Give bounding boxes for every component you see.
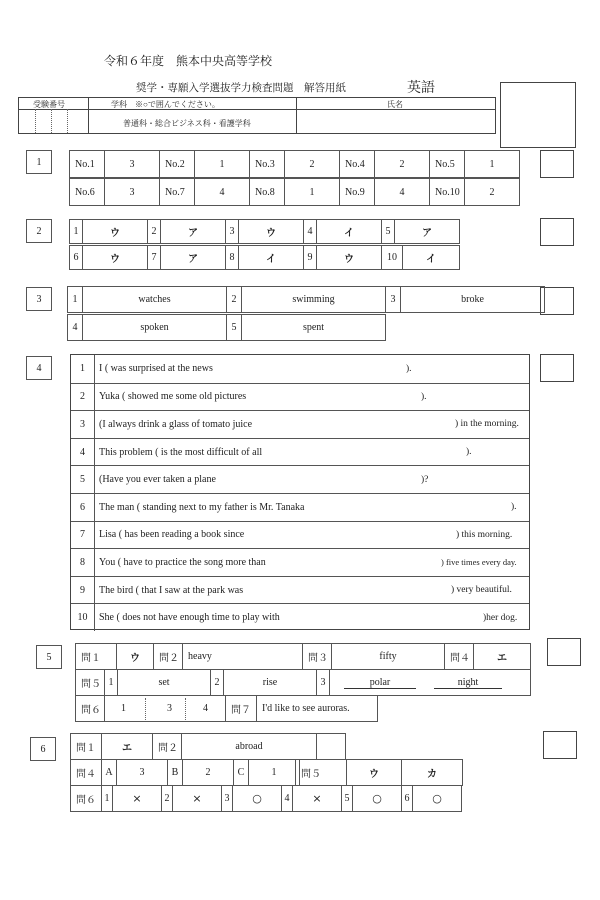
- q2-answer[interactable]: ア: [160, 219, 226, 244]
- q5-m7-answer[interactable]: I'd like to see auroras.: [256, 695, 378, 722]
- q4-row-ending: ) five times every day.: [441, 557, 517, 568]
- q4-row-number: 8: [71, 549, 95, 576]
- q5-m6-answer-1: 1: [121, 703, 126, 714]
- q4-row-number: 9: [71, 577, 95, 604]
- q6-m6-answer[interactable]: ×: [112, 785, 162, 812]
- q3-answer[interactable]: spoken: [82, 314, 227, 341]
- q3-label: 2: [226, 286, 242, 313]
- q4-row: [71, 603, 529, 631]
- q6-number: 6: [30, 737, 56, 761]
- q6-m5-answer-1[interactable]: ウ: [346, 759, 402, 786]
- q1-answer[interactable]: 4: [194, 178, 250, 206]
- q4-row-ending: ) very beautiful.: [451, 585, 512, 596]
- exam-number-field[interactable]: [19, 98, 89, 133]
- q4-row-ending: )?: [421, 474, 429, 485]
- q4-row-number: 6: [71, 494, 95, 521]
- q5-m4-answer[interactable]: エ: [473, 643, 531, 670]
- exam-number-label: 受験番号: [33, 100, 65, 109]
- q1-label: No.10: [429, 178, 465, 206]
- q5-m5-answer-2[interactable]: rise: [223, 669, 317, 696]
- q6-m5-answer-2[interactable]: カ: [401, 759, 463, 786]
- q3-answer[interactable]: swimming: [241, 286, 386, 313]
- q4-row-answer[interactable]: (Have you ever taken a plane: [99, 474, 216, 486]
- q4-row-answer[interactable]: The bird ( that I saw at the park was: [99, 584, 244, 596]
- q4-row: [71, 438, 529, 466]
- q1-label: No.7: [159, 178, 195, 206]
- q5-m4-label: 問４: [444, 643, 474, 670]
- q4-number: 4: [26, 356, 52, 380]
- q6-m5-label: 問５: [295, 759, 347, 786]
- q6-m6-answer[interactable]: ○: [412, 785, 462, 812]
- q4-row-answer[interactable]: Yuka ( showed me some old pictures: [99, 391, 247, 403]
- q1-answer[interactable]: 4: [374, 178, 430, 206]
- q6-m4-label: C: [233, 759, 249, 786]
- school-year-title: 令和６年度 熊本中央高等学校: [104, 54, 273, 68]
- q2-label: 5: [381, 219, 395, 244]
- q4-row-number: 3: [71, 411, 95, 438]
- q4-row-number: 4: [71, 439, 95, 466]
- q3-answer[interactable]: spent: [241, 314, 386, 341]
- q4-answer-table: [70, 354, 530, 630]
- q5-m5-answer-3[interactable]: [329, 669, 531, 696]
- q4-row-number: 2: [71, 384, 95, 411]
- q2-answer[interactable]: イ: [402, 245, 460, 270]
- q6-m4-answer[interactable]: 3: [116, 759, 168, 786]
- q2-label: 7: [147, 245, 161, 270]
- q2-number: 2: [26, 219, 52, 243]
- q6-m6-answer[interactable]: ○: [232, 785, 282, 812]
- name-label: 氏名: [387, 100, 403, 109]
- q5-m6-answer-2: 3: [167, 703, 172, 714]
- q1-answer[interactable]: 2: [374, 150, 430, 178]
- q3-label: 5: [226, 314, 242, 341]
- q4-row-answer[interactable]: You ( have to practice the song more than: [99, 556, 266, 568]
- q6-m6-label: 4: [281, 785, 293, 812]
- q2-answer[interactable]: ウ: [82, 245, 148, 270]
- q3-score-box: [540, 287, 574, 315]
- q2-answer[interactable]: ウ: [316, 245, 382, 270]
- q4-row-ending: ).: [511, 502, 517, 513]
- q6-m2-tail: [316, 733, 346, 760]
- q2-answer[interactable]: ウ: [238, 219, 304, 244]
- q1-answer[interactable]: 1: [464, 150, 520, 178]
- q2-label: 6: [69, 245, 83, 270]
- q4-row-number: 7: [71, 522, 95, 549]
- q4-row-ending: ) this morning.: [456, 529, 513, 540]
- q2-label: 2: [147, 219, 161, 244]
- q1-number: 1: [26, 150, 52, 174]
- q5-m1-label: 問１: [75, 643, 117, 670]
- q1-answer[interactable]: 2: [464, 178, 520, 206]
- q4-row-answer[interactable]: Lisa ( has been reading a book since: [99, 529, 245, 541]
- q4-row-answer[interactable]: (I always drink a glass of tomato juice: [99, 418, 253, 430]
- q5-m7-label: 問７: [225, 695, 257, 722]
- q5-m5-num-2: 2: [210, 669, 224, 696]
- q4-row: [71, 355, 529, 383]
- q1-label: No.3: [249, 150, 285, 178]
- department-options: 普通科・総合ビジネス科・看護学科: [123, 119, 251, 128]
- q4-row-number: 5: [71, 466, 95, 493]
- q6-m1-answer[interactable]: エ: [101, 733, 153, 760]
- q4-row: [71, 493, 529, 521]
- q5-m3-label: 問３: [302, 643, 332, 670]
- q1-answer[interactable]: 3: [104, 150, 160, 178]
- q4-row-number: 10: [71, 604, 95, 631]
- q2-label: 9: [303, 245, 317, 270]
- q1-label: No.8: [249, 178, 285, 206]
- q4-row: [71, 465, 529, 493]
- q5-m5-label: 問５: [75, 669, 105, 696]
- q2-label: 4: [303, 219, 317, 244]
- q6-m4-answer[interactable]: 2: [182, 759, 234, 786]
- q4-row: [71, 383, 529, 411]
- q4-row-ending: ).: [421, 391, 427, 402]
- q5-m6-label: 問６: [75, 695, 105, 722]
- q6-m6-label: 5: [341, 785, 353, 812]
- q6-m6-answer[interactable]: ○: [352, 785, 402, 812]
- q2-answer[interactable]: ア: [394, 219, 460, 244]
- q6-m4-answer[interactable]: 1: [248, 759, 300, 786]
- q1-label: No.5: [429, 150, 465, 178]
- q6-score-box: [543, 731, 577, 759]
- q5-m5-answer-1[interactable]: set: [117, 669, 211, 696]
- q4-score-box: [540, 354, 574, 382]
- q1-label: No.4: [339, 150, 375, 178]
- q5-number: 5: [36, 645, 62, 669]
- score-total-box: [500, 82, 576, 148]
- subject-title: 英語: [407, 81, 435, 96]
- q2-answer[interactable]: イ: [316, 219, 382, 244]
- q1-answer[interactable]: 2: [284, 150, 340, 178]
- q4-row-answer[interactable]: She ( does not have enough time to play with: [99, 612, 280, 624]
- name-field[interactable]: [297, 98, 496, 133]
- exam-title: 奨学・専願入学選抜学力検査問題 解答用紙: [136, 83, 346, 94]
- q6-m6-label: 3: [221, 785, 233, 812]
- q5-m6-answer-3: 4: [203, 703, 208, 714]
- q5-m3-answer[interactable]: fifty: [331, 643, 445, 670]
- q5-m2-answer[interactable]: heavy: [182, 643, 303, 670]
- q3-answer[interactable]: watches: [82, 286, 227, 313]
- q1-label: No.2: [159, 150, 195, 178]
- q2-label: 3: [225, 219, 239, 244]
- q4-row: [71, 410, 529, 438]
- q5-m5-answer-3-night: night: [434, 677, 502, 689]
- q6-m4-label: B: [167, 759, 183, 786]
- q6-m6-label: 1: [101, 785, 113, 812]
- q6-m4-label: A: [101, 759, 117, 786]
- q6-m1-label: 問１: [70, 733, 102, 760]
- q3-label: 4: [67, 314, 83, 341]
- q1-label: No.9: [339, 178, 375, 206]
- q1-answer[interactable]: 1: [194, 150, 250, 178]
- q6-m6-answer[interactable]: ×: [292, 785, 342, 812]
- q4-row-answer[interactable]: This problem ( is the most difficult of all: [99, 446, 263, 458]
- q5-m5-num-3: 3: [316, 669, 330, 696]
- q2-score-box: [540, 218, 574, 246]
- q4-row-number: 1: [71, 355, 95, 383]
- q1-score-box: [540, 150, 574, 178]
- department-label: 学科 ※○で囲んでください。: [111, 100, 220, 109]
- q6-m6-answer[interactable]: ×: [172, 785, 222, 812]
- q5-m6-answer[interactable]: [104, 695, 226, 722]
- q2-answer[interactable]: ウ: [82, 219, 148, 244]
- q3-answer[interactable]: broke: [400, 286, 545, 313]
- q4-row-answer[interactable]: The man ( standing next to my father is Mr. Tanaka: [99, 501, 305, 513]
- q4-row-ending: ).: [406, 363, 412, 374]
- department-field[interactable]: [89, 98, 297, 133]
- q5-m1-answer[interactable]: ウ: [116, 643, 154, 670]
- q3-number: 3: [26, 287, 52, 311]
- q6-m6-label: 問６: [70, 785, 102, 812]
- q2-answer[interactable]: ア: [160, 245, 226, 270]
- q6-m2-label: 問２: [152, 733, 182, 760]
- q4-row: [71, 521, 529, 549]
- q6-m4-label: 問４: [70, 759, 102, 786]
- q5-m2-label: 問２: [153, 643, 183, 670]
- q2-label: 8: [225, 245, 239, 270]
- q4-row-ending: ).: [466, 447, 472, 458]
- q4-row: [71, 548, 529, 576]
- q4-row-ending: )her dog.: [483, 612, 518, 623]
- q5-m5-num-1: 1: [104, 669, 118, 696]
- q1-answer[interactable]: 3: [104, 178, 160, 206]
- q2-label: 10: [381, 245, 403, 270]
- q6-m2-answer[interactable]: abroad: [181, 733, 317, 760]
- q3-label: 3: [385, 286, 401, 313]
- q3-label: 1: [67, 286, 83, 313]
- info-box: [18, 97, 496, 134]
- q6-m6-label: 6: [401, 785, 413, 812]
- q2-label: 1: [69, 219, 83, 244]
- q2-answer[interactable]: イ: [238, 245, 304, 270]
- q5-score-box: [547, 638, 581, 666]
- q6-m6-label: 2: [161, 785, 173, 812]
- q4-row-ending: ) in the morning.: [455, 419, 519, 430]
- q5-m5-answer-3-polar: polar: [344, 677, 416, 689]
- q1-answer[interactable]: 1: [284, 178, 340, 206]
- q1-label: No.1: [69, 150, 105, 178]
- q4-row: [71, 576, 529, 604]
- q4-row-answer[interactable]: I ( was surprised at the news: [99, 363, 213, 375]
- q1-label: No.6: [69, 178, 105, 206]
